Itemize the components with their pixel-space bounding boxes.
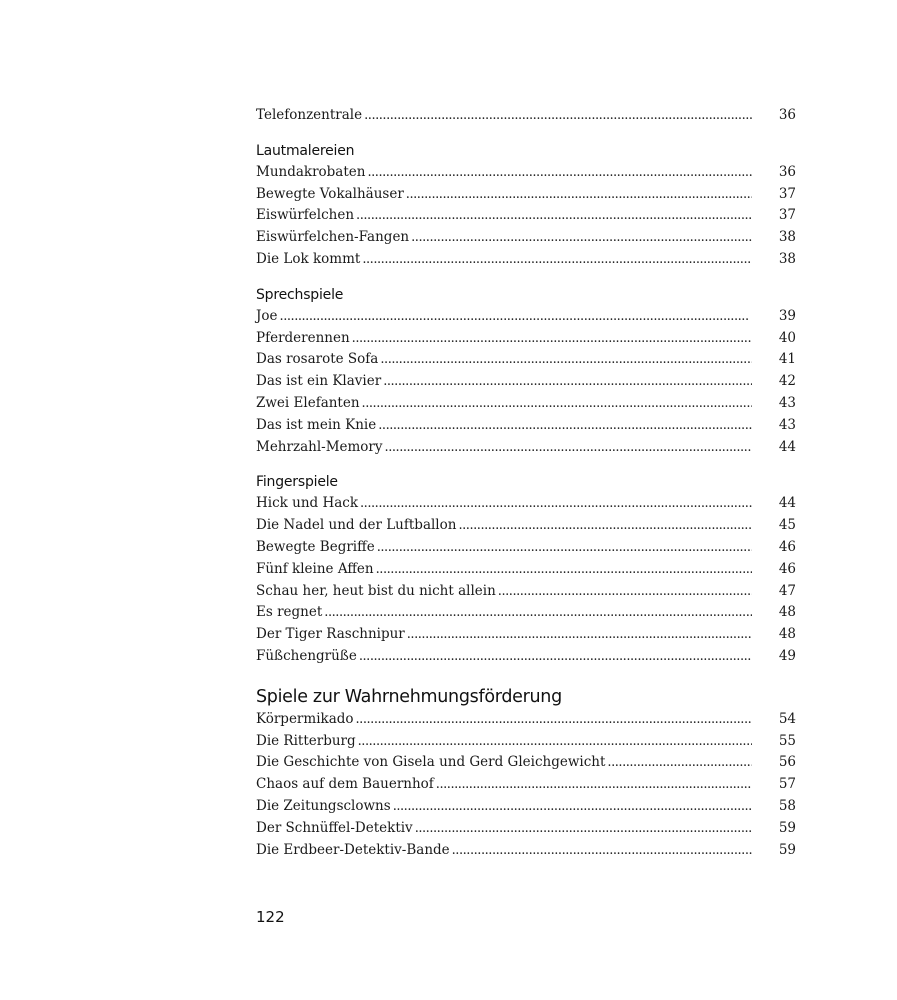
- toc-entry: [256, 437, 796, 459]
- toc-entry: [256, 774, 796, 796]
- toc-entry: [256, 515, 796, 537]
- dot-leader: [360, 393, 752, 415]
- toc-entry: [256, 371, 796, 393]
- toc-entry-page: 36: [778, 107, 796, 123]
- toc-entry: [256, 205, 796, 227]
- toc-entry-page: 37: [778, 207, 796, 224]
- toc-entry-page: 37: [778, 185, 796, 202]
- toc-entry-title: Körpermikado: [256, 710, 354, 727]
- dot-leader: [605, 752, 752, 774]
- toc-entry-title: Das ist mein Knie: [256, 416, 377, 433]
- toc-entry: [256, 818, 796, 840]
- toc-entry-page: 58: [778, 797, 796, 814]
- toc-entry: [256, 731, 796, 753]
- section-heading: Fingerspiele: [256, 474, 338, 491]
- toc-entry: [256, 227, 796, 249]
- toc-entry: [256, 646, 796, 668]
- toc-entry-title: Mehrzahl-Memory: [256, 438, 383, 455]
- dot-leader: [362, 105, 752, 127]
- toc-section: [256, 685, 796, 862]
- toc-entry-page: 47: [778, 582, 796, 599]
- dot-leader: [374, 559, 752, 581]
- toc-entry: [256, 581, 796, 603]
- dot-leader: [322, 602, 752, 624]
- toc-entry-title: Chaos auf dem Bauernhof: [256, 776, 434, 793]
- toc-entry: [256, 493, 796, 515]
- toc-entry-title: Die Nadel und der Luftballon: [256, 517, 457, 534]
- toc-entry-page: 43: [778, 416, 796, 433]
- dot-leader: [365, 162, 752, 184]
- toc-entry-page: 48: [778, 604, 796, 621]
- toc-entry-title: Fünf kleine Affen: [256, 560, 374, 577]
- toc-entry-page: 49: [778, 647, 796, 664]
- toc-entry-title: Zwei Elefanten: [256, 394, 360, 411]
- toc-entry-page: 42: [778, 373, 796, 390]
- toc-entry: [256, 328, 796, 350]
- dot-leader: [360, 249, 752, 271]
- dot-leader: [404, 184, 752, 206]
- toc-entry-page: 57: [778, 776, 796, 793]
- dot-leader: [434, 774, 752, 796]
- toc-entry: [256, 393, 796, 415]
- dot-leader: [381, 371, 752, 393]
- dot-leader: [450, 840, 752, 862]
- page-number: 122: [256, 908, 285, 926]
- toc-entry-title: Die Ritterburg: [256, 732, 356, 749]
- dot-leader: [358, 493, 752, 515]
- toc-entry: [256, 184, 796, 206]
- toc-entry: [256, 709, 796, 731]
- toc-entry-page: 38: [778, 250, 796, 267]
- dot-leader: [413, 818, 752, 840]
- chapter-heading: Spiele zur Wahrnehmungsförderung: [256, 686, 562, 707]
- dot-leader: [378, 349, 752, 371]
- table-of-contents: [256, 105, 796, 861]
- toc-entry: [256, 306, 796, 328]
- toc-entry-title: Füßchengrüße: [256, 647, 357, 664]
- toc-entry-page: 54: [778, 710, 796, 727]
- toc-entry-page: 44: [778, 438, 796, 455]
- toc-entry-title: Mundakrobaten: [256, 163, 366, 180]
- toc-entry-page: 40: [778, 329, 796, 346]
- toc-entry: [256, 559, 796, 581]
- toc-entry-page: 45: [778, 517, 796, 534]
- dot-leader: [376, 415, 752, 437]
- toc-entry-page: 41: [778, 351, 796, 368]
- toc-entry-title: Die Lok kommt: [256, 250, 361, 267]
- toc-section: [256, 284, 796, 459]
- toc-entry-title: Hick und Hack: [256, 495, 359, 512]
- toc-entry: [256, 840, 796, 862]
- toc-entry-page: 55: [778, 732, 796, 749]
- toc-entry-title: Der Tiger Raschnipur: [256, 626, 405, 643]
- toc-entry-page: 44: [778, 495, 796, 512]
- toc-entry-title: Pferderennen: [256, 329, 350, 346]
- dot-leader: [350, 328, 752, 350]
- dot-leader: [496, 581, 752, 603]
- toc-entry: [256, 105, 796, 127]
- toc-entry: [256, 162, 796, 184]
- toc-entry: [256, 602, 796, 624]
- toc-entry-page: 48: [778, 626, 796, 643]
- section-heading: Lautmalereien: [256, 142, 355, 159]
- dot-leader: [405, 624, 752, 646]
- toc-entry-page: 59: [778, 819, 796, 836]
- dot-leader: [357, 646, 752, 668]
- toc-entry-title: Joe: [256, 307, 278, 324]
- toc-entry-page: 56: [778, 754, 796, 771]
- dot-leader: [278, 306, 752, 328]
- dot-leader: [356, 731, 752, 753]
- toc-entry-title: Telefonzentrale: [256, 107, 363, 123]
- toc-entry-page: 43: [778, 394, 796, 411]
- dot-leader: [391, 796, 752, 818]
- toc-entry-title: Der Schnüffel-Detektiv: [256, 819, 413, 836]
- dot-leader: [354, 709, 752, 731]
- toc-entry: [256, 537, 796, 559]
- toc-entry-page: 46: [778, 538, 796, 555]
- toc-entry-page: 39: [778, 307, 796, 324]
- dot-leader: [409, 227, 752, 249]
- toc-entry: [256, 624, 796, 646]
- toc-entry-page: 36: [778, 163, 796, 180]
- toc-entry: [256, 796, 796, 818]
- toc-entry: [256, 415, 796, 437]
- toc-entry-page: 38: [778, 229, 796, 246]
- toc-section: [256, 471, 796, 667]
- toc-entry-title: Schau her, heut bist du nicht allein: [256, 582, 496, 599]
- toc-section: [256, 140, 796, 271]
- dot-leader: [375, 537, 752, 559]
- toc-entry-title: Die Zeitungsclowns: [256, 797, 391, 814]
- toc-section: [256, 105, 796, 127]
- toc-entry-title: Es regnet: [256, 604, 323, 621]
- toc-entry-title: Bewegte Vokalhäuser: [256, 185, 404, 202]
- dot-leader: [354, 205, 752, 227]
- section-heading: Sprechspiele: [256, 286, 344, 303]
- toc-entry-title: Das rosarote Sofa: [256, 351, 379, 368]
- toc-entry: [256, 349, 796, 371]
- toc-entry: [256, 752, 796, 774]
- toc-entry: [256, 249, 796, 271]
- toc-entry-title: Das ist ein Klavier: [256, 373, 382, 390]
- dot-leader: [383, 437, 752, 459]
- toc-entry-title: Eiswürfelchen-Fangen: [256, 229, 410, 246]
- toc-entry-title: Die Geschichte von Gisela und Gerd Gleichgewicht: [256, 754, 606, 771]
- dot-leader: [456, 515, 752, 537]
- toc-entry-title: Bewegte Begriffe: [256, 538, 375, 555]
- toc-entry-page: 59: [778, 841, 796, 858]
- toc-entry-title: Die Erdbeer-Detektiv-Bande: [256, 841, 450, 858]
- toc-entry-title: Eiswürfelchen: [256, 207, 355, 224]
- toc-entry-page: 46: [778, 560, 796, 577]
